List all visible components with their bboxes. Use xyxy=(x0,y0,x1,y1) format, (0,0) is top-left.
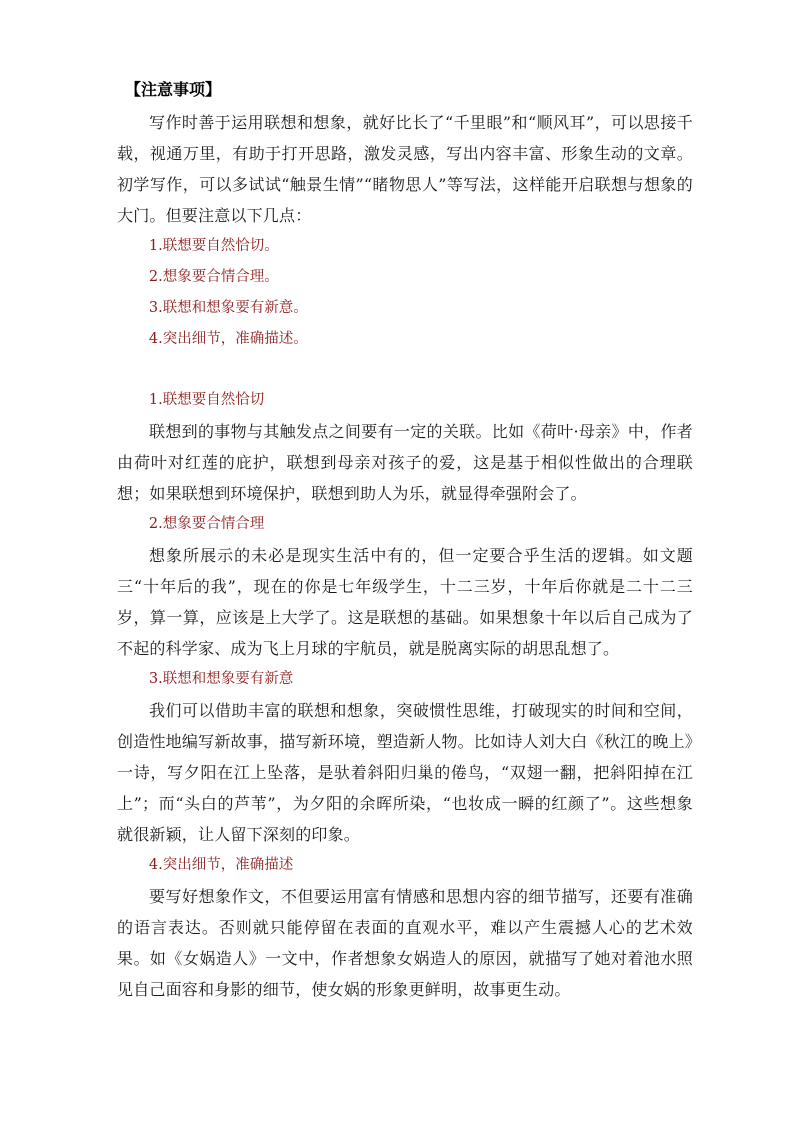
point-item: 1.联想要自然恰切。 xyxy=(148,238,279,254)
point-item: 2.想象要合情合理。 xyxy=(148,269,279,285)
section-body: 我们可以借助丰富的联想和想象，突破惯性思维，打破现实的时间和空间，创造性地编写新故事，描写新环境，塑造新人物。比如诗人刘大白《秋江的晚上》一诗，写夕阳在江上坠落，是驮着斜阳归巢的倦鸟，“双翅一翻，把斜阳掉在江上”；而“头白的芦苇”，为夕阳的余晖所染，“也妆成一瞬的红颜了”。这些想象就很新颖，让人留下深刻的印象。 xyxy=(117,701,693,844)
intro-paragraph: 写作时善于运用联想和想象，就好比长了“千里眼”和“顺风耳”，可以思接千载，视通万里，有助于打开思路，激发灵感，写出内容丰富、形象生动的文章。初学写作，可以多试试“触景生情”“睹物思人”等写法，这样能开启联想与想象的大门。但要注意以下几点： xyxy=(117,113,693,225)
notes-heading: 【注意事项】 xyxy=(125,80,222,99)
section-body: 联想到的事物与其触发点之间要有一定的关联。比如《荷叶·母亲》中，作者由荷叶对红莲的庇护，联想到母亲对孩子的爱，这是基于相似性做出的合理联想；如果联想到环境保护，联想到助人为乐，就显得牵强附会了。 xyxy=(117,422,693,503)
section-natural-association xyxy=(117,385,693,509)
point-item: 4.突出细节，准确描述。 xyxy=(148,331,308,347)
section-title: 3.联想和想象要有新意 xyxy=(148,671,294,687)
section-novelty xyxy=(117,664,693,850)
section-title: 4.突出细节，准确描述 xyxy=(148,857,294,873)
document-page xyxy=(117,76,693,1005)
section-reasonable-imagination xyxy=(117,509,693,664)
section-body: 要写好想象作文，不但要运用富有情感和思想内容的细节描写，还要有准确的语言表达。否则就只能停留在表面的直观水平，难以产生震撼人心的艺术效果。如《女娲造人》一文中，作者想象女娲造人的原因，就描写了她对着池水照见自己面容和身影的细节，使女娲的形象更鲜明，故事更生动。 xyxy=(117,887,693,999)
points-list xyxy=(117,231,693,355)
point-item: 3.联想和想象要有新意。 xyxy=(148,300,308,316)
section-title: 2.想象要合情合理 xyxy=(148,516,265,532)
section-body: 想象所展示的未必是现实生活中有的，但一定要合乎生活的逻辑。如文题三“十年后的我”，现在的你是七年级学生，十二三岁，十年后你就是二十二三岁，算一算，应该是上大学了。这是联想的基础。如果想象十年以后自己成为了不起的科学家、成为飞上月球的宇航员，就是脱离实际的胡思乱想了。 xyxy=(117,546,693,658)
section-title: 1.联想要自然恰切 xyxy=(148,392,265,408)
section-details xyxy=(117,850,693,1005)
section-spacer xyxy=(117,355,693,385)
